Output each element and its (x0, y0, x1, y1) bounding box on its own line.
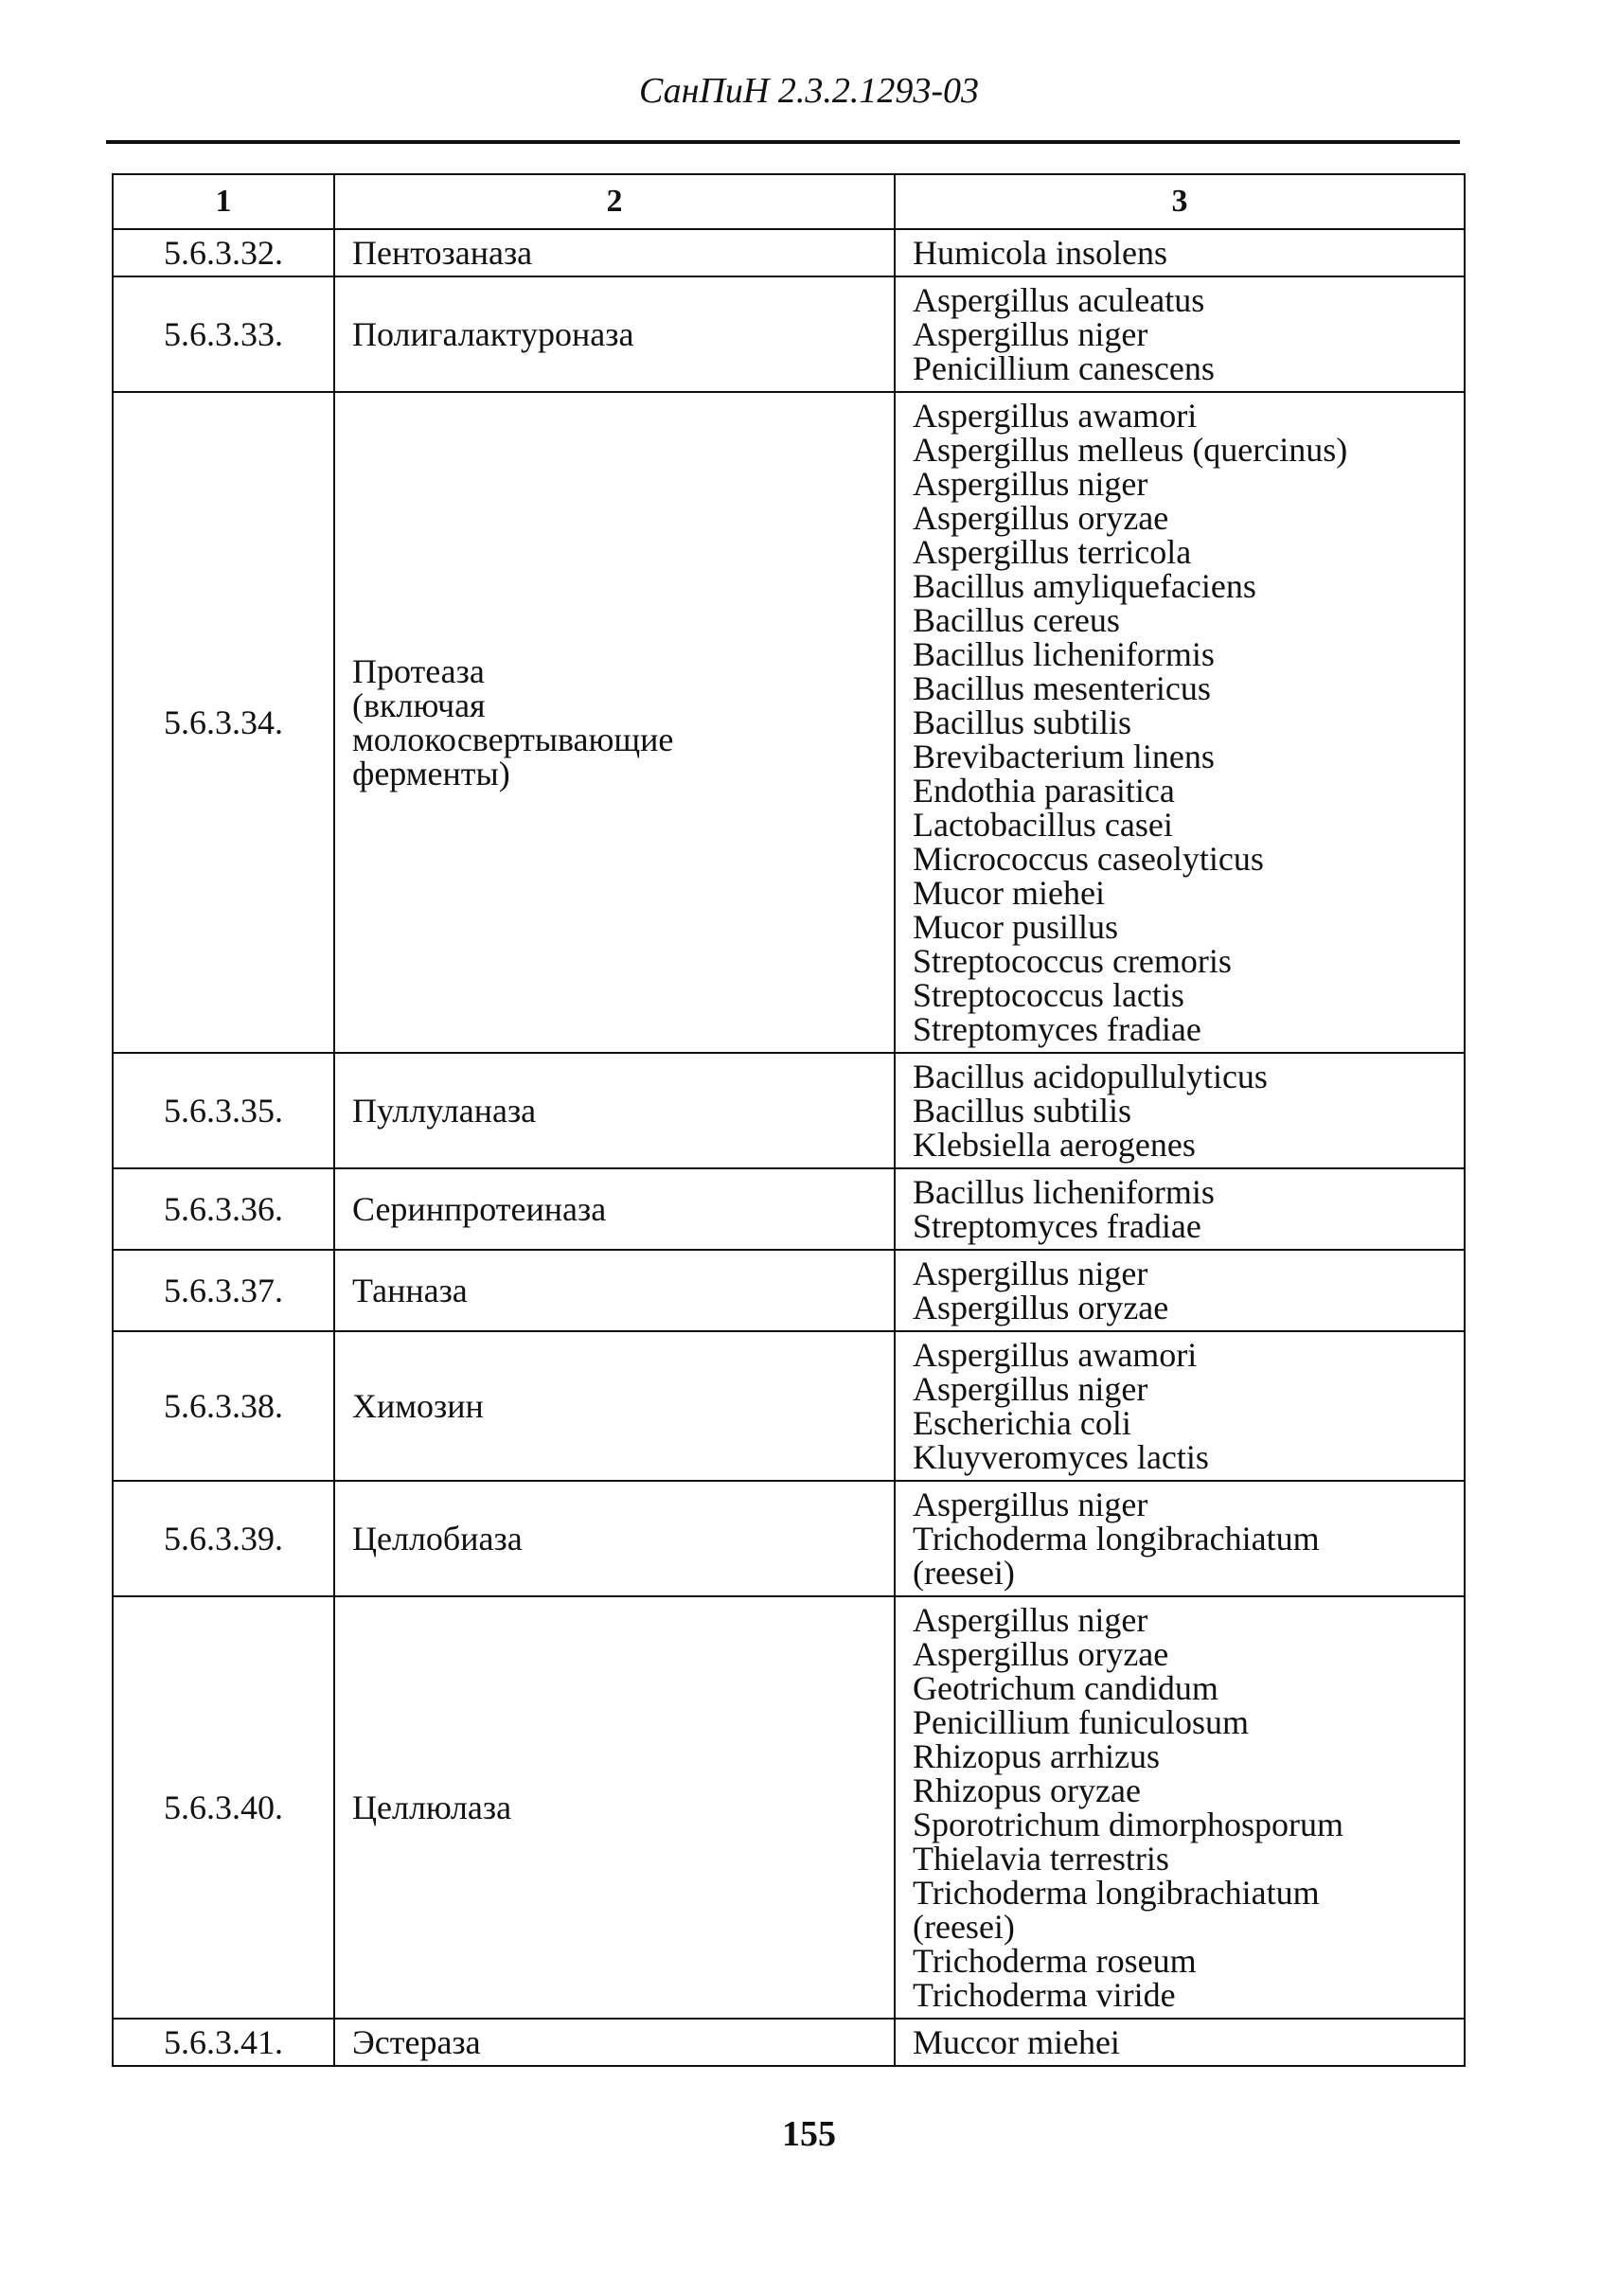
table-row (113, 1250, 1465, 1331)
organism-name: Aspergillus aculeatus (913, 281, 1205, 319)
table-row (113, 1053, 1465, 1168)
table-row (113, 2019, 1465, 2066)
organism-name: Aspergillus niger (913, 315, 1148, 353)
organisms-cell (895, 1331, 1465, 1481)
organisms-cell (895, 392, 1465, 1053)
organisms-cell (895, 1053, 1465, 1168)
organism-name: Endothia parasitica (913, 772, 1175, 810)
organisms-cell (895, 1168, 1465, 1250)
organism-name: Micrococcus caseolyticus (913, 840, 1264, 878)
code-cell: 5.6.3.34. (113, 392, 334, 1053)
organism-name: Bacillus amyliquefaciens (913, 567, 1256, 605)
organism-name: Mucor pusillus (913, 908, 1119, 946)
organism-name: Escherichia coli (913, 1404, 1131, 1442)
organism-name: Trichoderma viride (913, 1976, 1176, 2014)
column-header: 3 (895, 174, 1465, 229)
organism-name: Kluyveromyces lactis (913, 1438, 1209, 1476)
enzyme-name-line: Танназа (352, 1272, 468, 1309)
enzyme-cell (334, 392, 895, 1053)
organisms-cell (895, 2019, 1465, 2066)
organisms-cell (895, 1596, 1465, 2019)
organism-name: Thielavia terrestris (913, 1840, 1169, 1878)
enzyme-name-line: Полигалактуроназа (352, 315, 634, 353)
enzyme-name-line: Химозин (352, 1387, 484, 1425)
organism-name: Rhizopus arrhizus (913, 1737, 1160, 1775)
organism-name: Bacillus mesentericus (913, 669, 1211, 707)
organism-name: Brevibacterium linens (913, 738, 1215, 775)
enzyme-cell (334, 1481, 895, 1596)
organism-name: Aspergillus oryzae (913, 1635, 1169, 1673)
enzyme-name-line: Эстераза (352, 2023, 481, 2061)
organism-name: Penicillium funiculosum (913, 1703, 1249, 1741)
organism-name: Bacillus subtilis (913, 703, 1132, 741)
enzyme-cell (334, 1250, 895, 1331)
organism-name: Aspergillus melleus (quercinus) (913, 431, 1348, 469)
organism-name: Bacillus licheniformis (913, 1173, 1215, 1211)
enzyme-name-line: молокосвертывающие (352, 721, 674, 758)
table-row (113, 229, 1465, 276)
organism-name: Humicola insolens (913, 234, 1167, 272)
code-cell: 5.6.3.33. (113, 276, 334, 392)
organism-name: Mucor miehei (913, 874, 1105, 912)
enzyme-name-line: Серинпротеиназа (352, 1190, 607, 1228)
organism-name: Trichoderma roseum (913, 1942, 1197, 1980)
table-row (113, 1481, 1465, 1596)
code-cell: 5.6.3.41. (113, 2019, 334, 2066)
enzyme-cell (334, 229, 895, 276)
organism-name: Aspergillus niger (913, 465, 1148, 503)
organism-name: Bacillus licheniformis (913, 635, 1215, 673)
enzyme-cell (334, 1596, 895, 2019)
code-cell: 5.6.3.38. (113, 1331, 334, 1481)
code-cell: 5.6.3.37. (113, 1250, 334, 1331)
table-row (113, 392, 1465, 1053)
organism-name: Lactobacillus casei (913, 806, 1173, 844)
enzyme-cell (334, 1168, 895, 1250)
organism-name: Aspergillus terricola (913, 533, 1192, 571)
enzyme-name-line: Целлобиаза (352, 1520, 523, 1557)
organism-name: Trichoderma longibrachiatum (913, 1520, 1320, 1557)
organisms-cell (895, 1250, 1465, 1331)
enzyme-cell (334, 2019, 895, 2066)
organism-name: Trichoderma longibrachiatum (913, 1874, 1320, 1912)
organism-name: Bacillus subtilis (913, 1092, 1132, 1130)
enzyme-name-line: Пентозаназа (352, 234, 533, 272)
organism-name: Streptococcus cremoris (913, 942, 1232, 980)
page-number: 155 (782, 2114, 836, 2154)
organism-name: Aspergillus niger (913, 1601, 1148, 1639)
organism-name: Bacillus acidopullulyticus (913, 1058, 1268, 1095)
organism-name: Streptococcus lactis (913, 976, 1184, 1014)
page-header: СанПиН 2.3.2.1293-03 (639, 71, 979, 111)
organisms-cell (895, 229, 1465, 276)
enzyme-cell (334, 276, 895, 392)
table-row (113, 276, 1465, 392)
code-cell: 5.6.3.40. (113, 1596, 334, 2019)
organism-name: (reesei) (913, 1554, 1015, 1592)
organism-name: Muccor miehei (913, 2023, 1120, 2061)
enzyme-name-line: Целлюлаза (352, 1789, 512, 1826)
organism-name: Streptomyces fradiae (913, 1207, 1201, 1245)
column-header: 2 (334, 174, 895, 229)
enzyme-table (112, 173, 1466, 2067)
column-header: 1 (113, 174, 334, 229)
organism-name: Aspergillus niger (913, 1486, 1148, 1523)
code-cell: 5.6.3.32. (113, 229, 334, 276)
table-row (113, 1331, 1465, 1481)
organism-name: Penicillium canescens (913, 349, 1215, 387)
table-row (113, 1596, 1465, 2019)
organism-name: Geotrichum candidum (913, 1669, 1218, 1707)
organism-name: Aspergillus awamori (913, 1336, 1198, 1374)
code-cell: 5.6.3.35. (113, 1053, 334, 1168)
organism-name: Aspergillus niger (913, 1255, 1148, 1292)
organism-name: (reesei) (913, 1908, 1015, 1946)
enzyme-cell (334, 1331, 895, 1481)
header-rule (106, 140, 1460, 144)
organism-name: Aspergillus awamori (913, 397, 1198, 435)
organism-name: Streptomyces fradiae (913, 1010, 1201, 1048)
code-cell: 5.6.3.39. (113, 1481, 334, 1596)
enzyme-name-line: Пуллуланаза (352, 1092, 537, 1130)
organism-name: Aspergillus oryzae (913, 1289, 1169, 1326)
organisms-cell (895, 276, 1465, 392)
enzyme-name-line: (включая (352, 686, 486, 724)
table-row (113, 1168, 1465, 1250)
organism-name: Aspergillus niger (913, 1370, 1148, 1408)
organism-name: Rhizopus oryzae (913, 1771, 1141, 1809)
enzyme-name-line: ферменты) (352, 755, 510, 792)
enzyme-cell (334, 1053, 895, 1168)
organisms-cell (895, 1481, 1465, 1596)
organism-name: Sporotrichum dimorphosporum (913, 1806, 1343, 1843)
organism-name: Bacillus cereus (913, 601, 1120, 639)
organism-name: Aspergillus oryzae (913, 499, 1169, 537)
enzyme-name-line: Протеаза (352, 652, 485, 690)
table-header-row (113, 174, 1465, 229)
organism-name: Klebsiella aerogenes (913, 1126, 1196, 1164)
code-cell: 5.6.3.36. (113, 1168, 334, 1250)
